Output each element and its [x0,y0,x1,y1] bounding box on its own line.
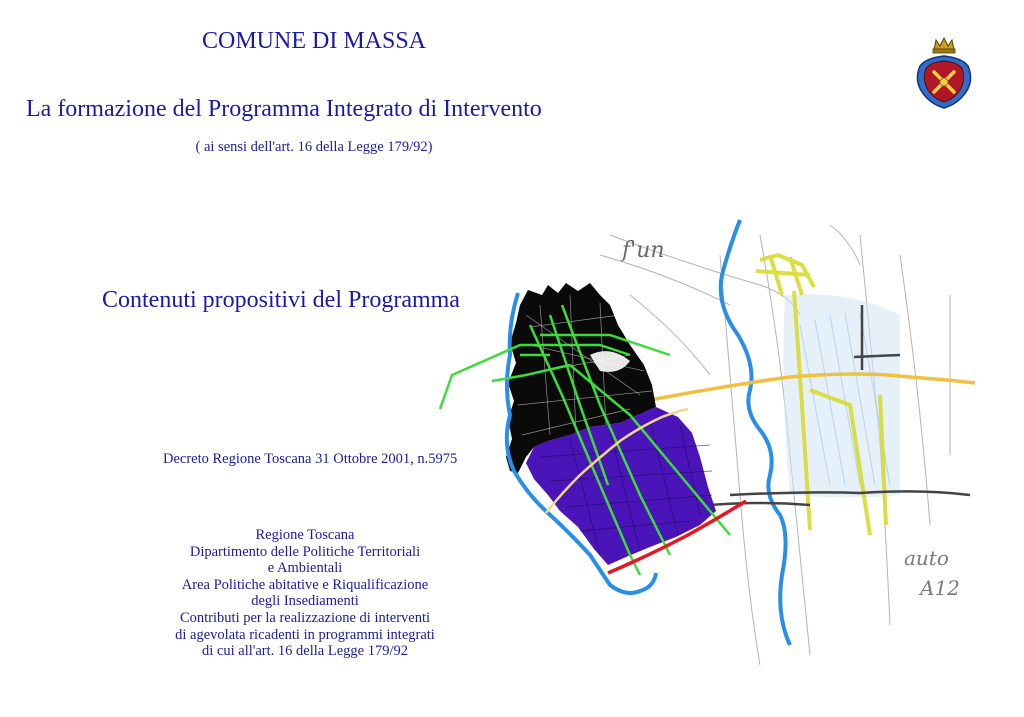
region-info-line: di agevolata ricadenti in programmi integrati [175,626,435,643]
legal-reference-note: ( ai sensi dell'art. 16 della Legge 179/92) [195,139,433,155]
page-title: COMUNE DI MASSA [201,28,427,54]
region-info-line: Dipartimento delle Politiche Territoriali [189,543,421,560]
decree-reference: Decreto Regione Toscana 31 Ottobre 2001, n.5975 [163,451,458,467]
region-info-line: degli Insediamenti [251,593,359,610]
section-title: Contenuti propositivi del Programma [102,287,460,313]
sketch-label-right-1: auto [904,546,949,570]
region-info-line: Regione Toscana [255,527,355,543]
region-info-line: e Ambientali [267,560,343,577]
sketch-label-top: f'un [622,238,665,263]
sketch-label-right-2: A12 [920,576,960,600]
region-info-line: Contributi per la realizzazione di interventi [179,609,431,626]
coat-of-arms-icon [912,36,976,110]
page-subtitle: La formazione del Programma Integrato di Intervento [26,96,542,122]
urban-plan-illustration [430,195,990,695]
region-info-line: Area Politiche abitative e Riqualificazione [181,576,429,593]
region-info-line: di cui all'art. 16 della Legge 179/92 [202,643,408,660]
